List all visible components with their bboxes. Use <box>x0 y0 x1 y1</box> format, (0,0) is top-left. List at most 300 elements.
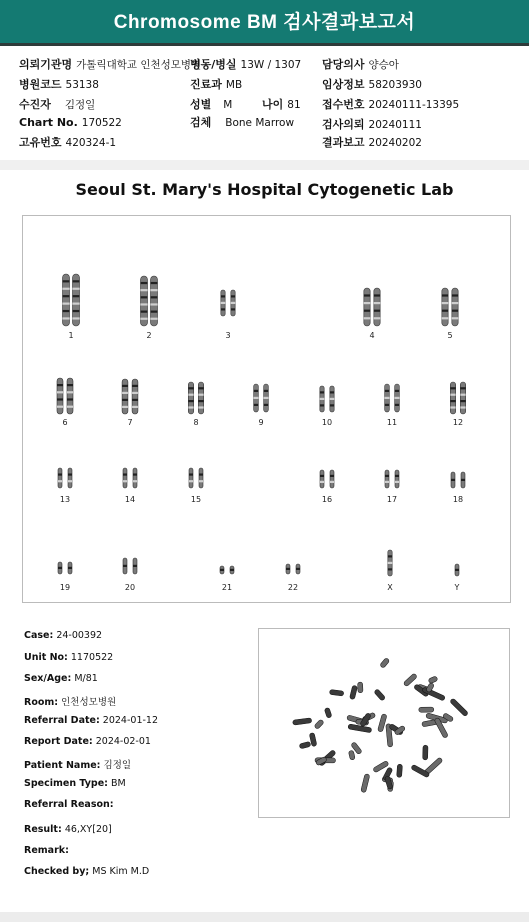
chromosome-band <box>460 394 465 396</box>
sex-value: M <box>223 99 233 111</box>
chromosome-band <box>73 295 80 297</box>
chromosome-band <box>452 294 458 296</box>
chromosome-band <box>330 398 334 400</box>
checked-by-label: Checked by; <box>24 866 90 877</box>
clinical-info-field <box>322 76 422 92</box>
metaphase-chromosome <box>348 724 372 733</box>
chromosome-label-16: 16 <box>321 495 333 504</box>
chromosome <box>450 382 455 414</box>
chromosome-band <box>63 317 70 319</box>
chromosome-band <box>198 387 203 389</box>
chromosome-band <box>254 390 259 392</box>
chromosome-band <box>388 562 392 564</box>
metaphase-chromosome <box>314 719 324 730</box>
chromosome-band <box>395 404 400 406</box>
chromosome-band <box>141 318 148 320</box>
chromosome-band <box>133 480 137 482</box>
chromosome <box>395 470 399 488</box>
chromosome-band <box>385 397 390 399</box>
remark-label: Remark: <box>24 845 69 856</box>
chromosome-pair-20 <box>123 558 137 574</box>
chromosome-label-X: X <box>387 583 393 592</box>
doctor-value: 양승아 <box>368 59 399 71</box>
doctor-label: 담당의사 <box>322 58 365 71</box>
chromosome-band <box>151 311 158 313</box>
chromosome-label-7: 7 <box>127 418 133 427</box>
chromosome-pair-6 <box>57 378 73 414</box>
chromosome-band <box>264 397 269 399</box>
room-value: 인천성모병원 <box>61 697 117 708</box>
chromosome-band <box>57 391 63 393</box>
specimen-type-value: BM <box>111 778 126 789</box>
chromosome-band <box>122 385 128 387</box>
chromosome-band <box>151 296 158 298</box>
metaphase-chromosome <box>423 745 428 760</box>
chromosome-band <box>320 404 324 406</box>
receipt-no-label: 접수번호 <box>322 98 365 111</box>
chromosome-pair-21 <box>220 566 234 574</box>
chromosome-band <box>442 310 448 312</box>
unique-no-field <box>19 134 116 150</box>
sex-age-value: M/81 <box>74 673 98 684</box>
chromosome-pair-12 <box>450 382 465 414</box>
chromosome-band <box>63 280 70 282</box>
chromosome-band <box>132 385 138 387</box>
chromosome <box>67 378 73 414</box>
ward-field <box>190 56 301 72</box>
patient-field <box>19 96 95 112</box>
chromosome-pair-5 <box>442 288 458 326</box>
chromosome-band <box>364 302 370 304</box>
chromosome-pair-18 <box>451 472 465 488</box>
chromosome-band <box>221 302 225 304</box>
hospital-code-label: 병원코드 <box>19 78 62 91</box>
referral-date-label: Referral Date: <box>24 715 100 726</box>
chromosome <box>68 468 72 488</box>
chromosome-band <box>198 400 203 402</box>
chromosome-band <box>58 480 62 482</box>
chromosome-band <box>374 302 380 304</box>
chromosome-band <box>451 479 455 481</box>
chromosome-band <box>58 473 62 475</box>
patient-info-section <box>0 48 529 158</box>
chromosome-pair-10 <box>320 386 334 412</box>
hospital-code-field <box>19 76 99 92</box>
chromosome-band <box>57 398 63 400</box>
chromosome-label-18: 18 <box>452 495 464 504</box>
report-date-value: 2024-02-01 <box>95 736 151 747</box>
remark-line <box>24 845 69 856</box>
chromosome-pair-8 <box>188 382 203 414</box>
chromosome-band <box>220 569 224 571</box>
unique-no-value: 420324-1 <box>65 137 117 149</box>
chromosome-band <box>151 303 158 305</box>
chromosome-band <box>73 288 80 290</box>
chromosome-pair-9 <box>254 384 269 412</box>
chromosome-label-3: 3 <box>225 331 231 340</box>
chromosome <box>320 470 324 488</box>
referral-date-line <box>24 715 158 726</box>
chromosome-band <box>450 387 455 389</box>
chromosome-band <box>141 289 148 291</box>
chromosome-band <box>230 569 234 571</box>
chromosome-band <box>151 289 158 291</box>
chromosome-band <box>68 567 72 569</box>
result-label: Result: <box>24 824 62 835</box>
result-value: 46,XY[20] <box>64 824 112 835</box>
chromosome <box>123 468 127 488</box>
metaphase-chromosome <box>374 689 386 702</box>
metaphase-chromosome <box>358 682 363 693</box>
chromosome <box>330 470 334 488</box>
chromosome-pair-1 <box>63 274 80 326</box>
request-date-value: 20240111 <box>368 119 422 131</box>
chromosome-label-19: 19 <box>59 583 71 592</box>
chromosome-band <box>199 480 203 482</box>
chromosome-band <box>132 392 138 394</box>
chromosome-band <box>461 479 465 481</box>
metaphase-chromosome <box>377 714 387 733</box>
chromosome-label-17: 17 <box>386 495 398 504</box>
chromosome-label-22: 22 <box>287 583 299 592</box>
room-line <box>24 694 116 708</box>
chromosome-pair-3 <box>221 290 235 316</box>
section-divider <box>0 160 529 170</box>
chromosome-band <box>68 473 72 475</box>
chromosome-pair-17 <box>385 470 399 488</box>
metaphase-chromosome <box>299 741 311 749</box>
request-date-label: 검사의뢰 <box>322 118 365 131</box>
chromosome-band <box>189 473 193 475</box>
chromosome <box>188 382 193 414</box>
chromosome-label-5: 5 <box>447 331 453 340</box>
referral-reason-line <box>24 799 114 810</box>
chromosome-band <box>123 480 127 482</box>
chromosome-band <box>452 317 458 319</box>
chromosome-band <box>122 406 128 408</box>
chromosome-band <box>385 404 390 406</box>
report-title: Chromosome BM 검사결과보고서 <box>0 0 529 46</box>
unit-no-value: 1170522 <box>70 652 114 663</box>
chromosome-pair-22 <box>286 564 300 574</box>
receipt-no-field <box>322 96 459 112</box>
chromosome-band <box>63 303 70 305</box>
referral-reason-label: Referral Reason: <box>24 799 114 810</box>
page-footer-band <box>0 912 529 922</box>
chromosome-band <box>320 481 324 483</box>
chromosome-band <box>73 280 80 282</box>
chromosome-band <box>330 475 334 477</box>
patient-name-line <box>24 757 131 771</box>
ward-label: 병동/병실 <box>190 58 237 71</box>
chromosome-band <box>254 404 259 406</box>
department-field <box>190 76 242 92</box>
sex-label: 성별 <box>190 98 212 111</box>
chromosome-pair-14 <box>123 468 137 488</box>
chromosome-pair-16 <box>320 470 334 488</box>
chromosome <box>385 470 389 488</box>
referral-date-value: 2024-01-12 <box>102 715 159 726</box>
chromosome <box>364 288 370 326</box>
chromosome-band <box>385 390 390 392</box>
request-date-field <box>322 116 422 132</box>
chart-no-value: 170522 <box>81 117 122 129</box>
chromosome-band <box>188 387 193 389</box>
specimen-type-line <box>24 778 126 789</box>
result-line <box>24 824 112 835</box>
chromosome-pair-2 <box>141 276 158 326</box>
chromosome-pair-19 <box>58 562 72 574</box>
checked-by-line <box>24 866 149 877</box>
department-value: MB <box>225 79 243 91</box>
metaphase-chromosome <box>361 774 370 793</box>
chromosome-band <box>320 398 324 400</box>
institution-field <box>19 56 201 72</box>
chromosome-band <box>188 406 193 408</box>
chromosome-band <box>67 384 73 386</box>
chromosome-band <box>374 310 380 312</box>
chromosome-band <box>231 295 235 297</box>
chromosome-label-6: 6 <box>62 418 68 427</box>
metaphase-image <box>259 629 509 817</box>
chromosome-label-Y: Y <box>454 583 460 592</box>
chromosome-band <box>320 391 324 393</box>
age-label: 나이 <box>262 98 284 111</box>
age-value: 81 <box>287 99 301 111</box>
room-label: Room: <box>24 697 59 708</box>
specimen-label: 검체 <box>190 116 212 129</box>
metaphase-chromosome <box>329 689 344 696</box>
chromosome-band <box>296 568 300 570</box>
chromosome-band <box>133 565 137 567</box>
chromosome-band <box>68 480 72 482</box>
chromosome-band <box>63 310 70 312</box>
unit-no-line <box>24 652 113 663</box>
chromosome-label-15: 15 <box>190 495 202 504</box>
chromosome-band <box>57 384 63 386</box>
chromosome-pair-X <box>388 550 392 576</box>
chromosome-band <box>58 567 62 569</box>
metaphase-chromosome <box>397 764 403 777</box>
chromosome-band <box>63 295 70 297</box>
chromosome-band <box>374 317 380 319</box>
chromosome-band <box>364 294 370 296</box>
metaphase-chromosome <box>403 673 417 687</box>
patient-label: 수진자 <box>19 98 51 111</box>
chromosome-pair-11 <box>385 384 400 412</box>
chromosome-band <box>395 481 399 483</box>
chromosome-band <box>151 282 158 284</box>
unique-no-label: 고유번호 <box>19 136 62 149</box>
unit-no-label: Unit No: <box>24 652 68 663</box>
chromosome-label-12: 12 <box>452 418 464 427</box>
chromosome-band <box>122 399 128 401</box>
metaphase-panel <box>258 628 510 818</box>
chromosome-band <box>133 473 137 475</box>
chromosome-band <box>221 295 225 297</box>
chromosome-band <box>132 406 138 408</box>
chromosome-label-14: 14 <box>124 495 136 504</box>
chromosome <box>122 379 128 414</box>
chromosome-band <box>460 387 465 389</box>
metaphase-chromosome <box>450 698 469 717</box>
chromosome <box>460 382 465 414</box>
chromosome-band <box>364 310 370 312</box>
chromosome-pair-13 <box>58 468 72 488</box>
patient-name-label: Patient Name: <box>24 760 101 771</box>
chromosome-band <box>452 310 458 312</box>
chromosome <box>58 468 62 488</box>
chromosome-band <box>395 475 399 477</box>
lab-title: Seoul St. Mary's Hospital Cytogenetic Lab <box>75 180 454 199</box>
chromosome-label-1: 1 <box>68 331 74 340</box>
chromosome-band <box>442 302 448 304</box>
chromosome-band <box>141 282 148 284</box>
chromosome-band <box>460 400 465 402</box>
sex-field <box>190 96 232 112</box>
chromosome-band <box>199 473 203 475</box>
chromosome-label-21: 21 <box>221 583 233 592</box>
karyogram-image <box>23 216 512 604</box>
chromosome-band <box>442 294 448 296</box>
patient-value: 김정일 <box>64 99 96 111</box>
chromosome-band <box>460 406 465 408</box>
chromosome-band <box>188 394 193 396</box>
metaphase-chromosome <box>428 676 438 684</box>
chromosome-band <box>330 391 334 393</box>
report-date-label: 결과보고 <box>322 136 365 149</box>
chromosome-band <box>254 397 259 399</box>
metaphase-chromosome <box>348 750 355 760</box>
chromosome <box>133 468 137 488</box>
chromosome-band <box>122 392 128 394</box>
chromosome-band <box>388 555 392 557</box>
report-date-value: 20240202 <box>368 137 422 149</box>
chromosome-label-2: 2 <box>146 331 152 340</box>
chromosome <box>452 288 458 326</box>
chromosome-band <box>395 390 400 392</box>
chromosome <box>374 288 380 326</box>
chromosome-band <box>264 404 269 406</box>
chromosome-pair-4 <box>364 288 380 326</box>
chromosome-band <box>63 288 70 290</box>
chromosome-band <box>132 399 138 401</box>
hospital-code-value: 53138 <box>65 79 99 91</box>
doctor-field <box>322 56 399 72</box>
chromosome-band <box>264 390 269 392</box>
chromosome-band <box>330 404 334 406</box>
chromosome-label-4: 4 <box>369 331 375 340</box>
metaphase-chromosome <box>380 657 390 668</box>
checked-by-value: MS Kim M.D <box>92 866 150 877</box>
metaphase-chromosome <box>324 707 332 718</box>
institution-value: 가톨릭대학교 인천성모병원 <box>76 59 202 71</box>
chromosome-band <box>198 406 203 408</box>
chromosome-band <box>198 394 203 396</box>
chromosome <box>199 468 203 488</box>
report-date-label: Report Date: <box>24 736 93 747</box>
chromosome-band <box>450 400 455 402</box>
case-value: 24-00392 <box>56 630 103 641</box>
ward-value: 13W / 1307 <box>240 59 302 71</box>
chromosome-band <box>330 481 334 483</box>
chromosome-band <box>455 569 459 571</box>
clinical-info-label: 임상정보 <box>322 78 365 91</box>
chromosome-band <box>67 406 73 408</box>
chromosome-label-13: 13 <box>59 495 71 504</box>
report-date-line <box>24 736 151 747</box>
chromosome-band <box>450 394 455 396</box>
chromosome-band <box>73 303 80 305</box>
metaphase-chromosome <box>419 707 434 712</box>
chromosome-band <box>151 318 158 320</box>
chromosome-band <box>385 481 389 483</box>
chromosome-band <box>442 317 448 319</box>
chromosome-band <box>141 303 148 305</box>
age-field <box>262 96 301 112</box>
chromosome <box>189 468 193 488</box>
chromosome-band <box>141 311 148 313</box>
chromosome-pair-7 <box>122 379 138 414</box>
chromosome-band <box>123 565 127 567</box>
chromosome-band <box>231 308 235 310</box>
sex-age-label: Sex/Age: <box>24 673 72 684</box>
chromosome-label-11: 11 <box>386 418 398 427</box>
chromosome-label-8: 8 <box>193 418 199 427</box>
specimen-type-label: Specimen Type: <box>24 778 108 789</box>
chromosome <box>442 288 448 326</box>
chromosome-band <box>286 568 290 570</box>
chromosome-band <box>189 480 193 482</box>
metaphase-chromosome <box>293 718 312 725</box>
chromosome-pair-Y <box>455 564 459 576</box>
chromosome-band <box>385 475 389 477</box>
chromosome-band <box>364 317 370 319</box>
chromosome-pair-15 <box>189 468 203 488</box>
chart-no-field <box>19 116 122 129</box>
chromosome-label-10: 10 <box>321 418 333 427</box>
report-date-field <box>322 134 422 150</box>
receipt-no-value: 20240111-13395 <box>368 99 460 111</box>
chromosome-band <box>452 302 458 304</box>
patient-name-value: 김정일 <box>103 760 132 771</box>
chromosome-band <box>221 308 225 310</box>
chromosome-band <box>67 391 73 393</box>
chromosome-band <box>320 475 324 477</box>
case-label: Case: <box>24 630 54 641</box>
institution-label: 의뢰기관명 <box>19 58 73 71</box>
chromosome-band <box>73 310 80 312</box>
chromosome-band <box>388 568 392 570</box>
chromosome-band <box>231 302 235 304</box>
chromosome <box>198 382 203 414</box>
department-label: 진료과 <box>190 78 222 91</box>
metaphase-chromosome <box>349 685 357 700</box>
chromosome-band <box>123 473 127 475</box>
chromosome-band <box>67 398 73 400</box>
chromosome-band <box>141 296 148 298</box>
chromosome <box>57 378 63 414</box>
case-line <box>24 630 102 641</box>
chart-no-label: Chart No. <box>19 116 78 129</box>
chromosome-band <box>395 397 400 399</box>
chromosome <box>132 379 138 414</box>
karyogram-panel <box>22 215 511 603</box>
specimen-field <box>190 114 294 130</box>
chromosome-band <box>188 400 193 402</box>
chromosome-band <box>57 406 63 408</box>
sex-age-line <box>24 673 98 684</box>
